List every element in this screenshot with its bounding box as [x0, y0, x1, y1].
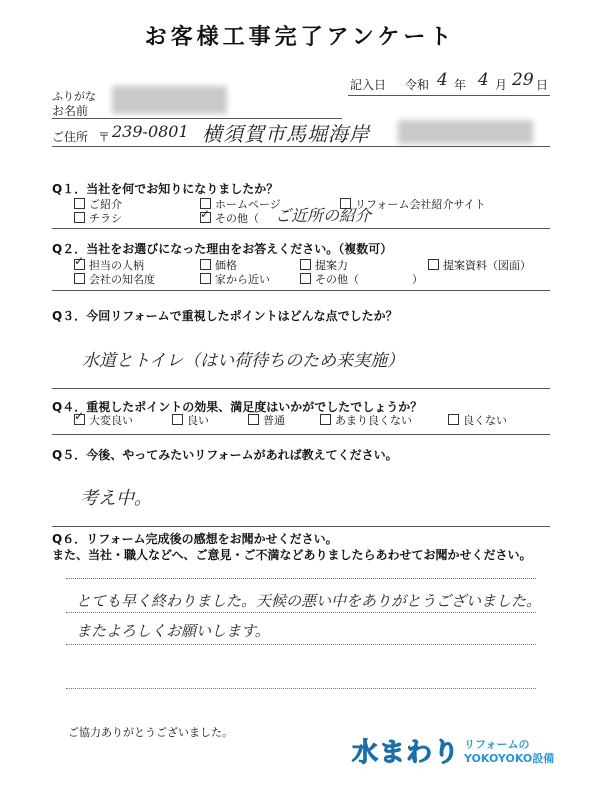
q4-option-not-good[interactable]: あまり良くない — [320, 412, 412, 428]
entry-date-month-unit: 月 — [495, 78, 508, 92]
q6-answer-line1: とても早く終わりました。天候の悪い中をありがとうございました。 — [76, 592, 542, 610]
q1-option-homepage[interactable]: ホームページ — [200, 196, 281, 212]
q6-text-line1: Q６．リフォーム完成後の感想をお聞かせください。 — [52, 532, 338, 546]
q4-divider — [52, 434, 550, 435]
q2-option-other[interactable]: その他（ — [300, 271, 359, 287]
logo-main-text: 水まわり — [352, 738, 461, 768]
q6-answer-line — [66, 688, 536, 689]
entry-date-day-unit: 日 — [536, 78, 549, 92]
q6-answer-line — [66, 578, 536, 579]
q5-text: Q５．今後、やってみたいリフォームがあれば教えてください。 — [52, 448, 398, 462]
q1-option-referral[interactable]: ご紹介 — [74, 196, 122, 212]
q1-checkbox-referral[interactable] — [74, 198, 85, 209]
q3-text: Q３．今回リフォームで重視したポイントはどんな点でしたか？ — [52, 309, 398, 323]
q2-checkbox-reputation[interactable] — [74, 273, 85, 284]
q4-checkbox-bad[interactable] — [448, 414, 459, 425]
q4-checkbox-not-good[interactable] — [320, 414, 331, 425]
q5-divider — [52, 526, 550, 527]
name-label: お名前 — [52, 104, 89, 118]
q1-text: Q１．当社を何でお知りになりましたか？ — [52, 182, 279, 196]
redacted-name — [112, 86, 227, 114]
q2-checkbox-staff[interactable] — [74, 259, 85, 270]
q6-answer-line — [66, 644, 536, 645]
q2-checkbox-other[interactable] — [300, 273, 311, 284]
entry-date-day: 29 — [512, 70, 534, 90]
entry-date-year: 4 — [437, 70, 448, 90]
postal-mark: 〒 — [98, 130, 111, 144]
q2-checkbox-drawings[interactable] — [428, 259, 439, 270]
q3-answer: 水道とトイレ（はい荷待ちのため来実施） — [82, 351, 405, 371]
q2-option-price[interactable]: 価格 — [200, 257, 237, 273]
q4-option-very-good[interactable]: ✓大変良い — [74, 412, 133, 428]
page-title: お客様工事完了アンケート — [144, 25, 456, 50]
q6-answer-line2: またよろしくお願いします。 — [76, 622, 270, 640]
entry-date-underline — [348, 95, 550, 96]
q2-option-staff[interactable]: ✓担当の人柄 — [74, 257, 144, 273]
q4-checkbox-very-good[interactable] — [74, 414, 85, 425]
q3-divider — [52, 388, 550, 389]
address-city: 横須賀市馬堀海岸 — [202, 122, 370, 146]
q1-checkbox-flyer[interactable] — [74, 212, 85, 223]
address-underline — [52, 146, 550, 147]
postal-code: 239-0801 — [112, 122, 189, 141]
q2-divider — [52, 290, 550, 291]
q2-option-reputation[interactable]: 会社の知名度 — [74, 271, 155, 287]
q1-option-other[interactable]: ✓ その他（ — [200, 210, 259, 226]
q2-checkbox-price[interactable] — [200, 259, 211, 270]
q1-option-reform-site[interactable]: リフォーム会社紹介サイト — [340, 196, 486, 212]
redacted-address — [398, 120, 533, 144]
q1-option-flyer[interactable]: チラシ — [74, 210, 122, 226]
q4-option-good[interactable]: 良い — [172, 412, 209, 428]
q4-checkbox-normal[interactable] — [248, 414, 259, 425]
logo-sub-text: リフォームの — [464, 738, 530, 751]
entry-date-era: 令和 — [405, 78, 430, 92]
q2-checkbox-proposal[interactable] — [300, 259, 311, 270]
q2-option-nearby[interactable]: 家から近い — [200, 271, 270, 287]
q4-text: Q４．重視したポイントの効果、満足度はいかがでしたでしょうか？ — [52, 400, 423, 414]
q4-option-bad[interactable]: 良くない — [448, 412, 507, 428]
q2-other-close-paren: ） — [412, 273, 423, 286]
q6-text-line2: また、当社・職人などへ、ご意見・ご不満などありましたらあわせてお聞かせください。 — [52, 548, 532, 562]
q1-checkbox-other[interactable] — [200, 212, 211, 223]
q6-answer-line — [66, 612, 536, 613]
q2-option-drawings[interactable]: 提案資料（図面） — [428, 257, 531, 273]
entry-date-year-unit: 年 — [454, 78, 467, 92]
q2-text: Q２．当社をお選びになった理由をお答えください。（複数可） — [52, 242, 393, 256]
company-logo — [352, 730, 558, 772]
q2-checkbox-nearby[interactable] — [200, 273, 211, 284]
entry-date-label: 記入日 — [350, 78, 387, 92]
q1-other-answer: ご近所の紹介 — [275, 206, 372, 225]
q5-answer: 考え中。 — [80, 488, 152, 509]
q4-checkbox-good[interactable] — [172, 414, 183, 425]
furigana-label: ふりがな — [52, 90, 96, 103]
logo-company-name: YOKOYOKO設備 — [464, 752, 555, 765]
thanks-text: ご協力ありがとうございました。 — [68, 726, 233, 739]
address-label: ご住所 — [52, 130, 89, 144]
q4-option-normal[interactable]: 普通 — [248, 412, 285, 428]
q2-option-proposal[interactable]: 提案力 — [300, 257, 348, 273]
q1-divider — [52, 228, 550, 229]
entry-date-month: 4 — [478, 70, 489, 90]
